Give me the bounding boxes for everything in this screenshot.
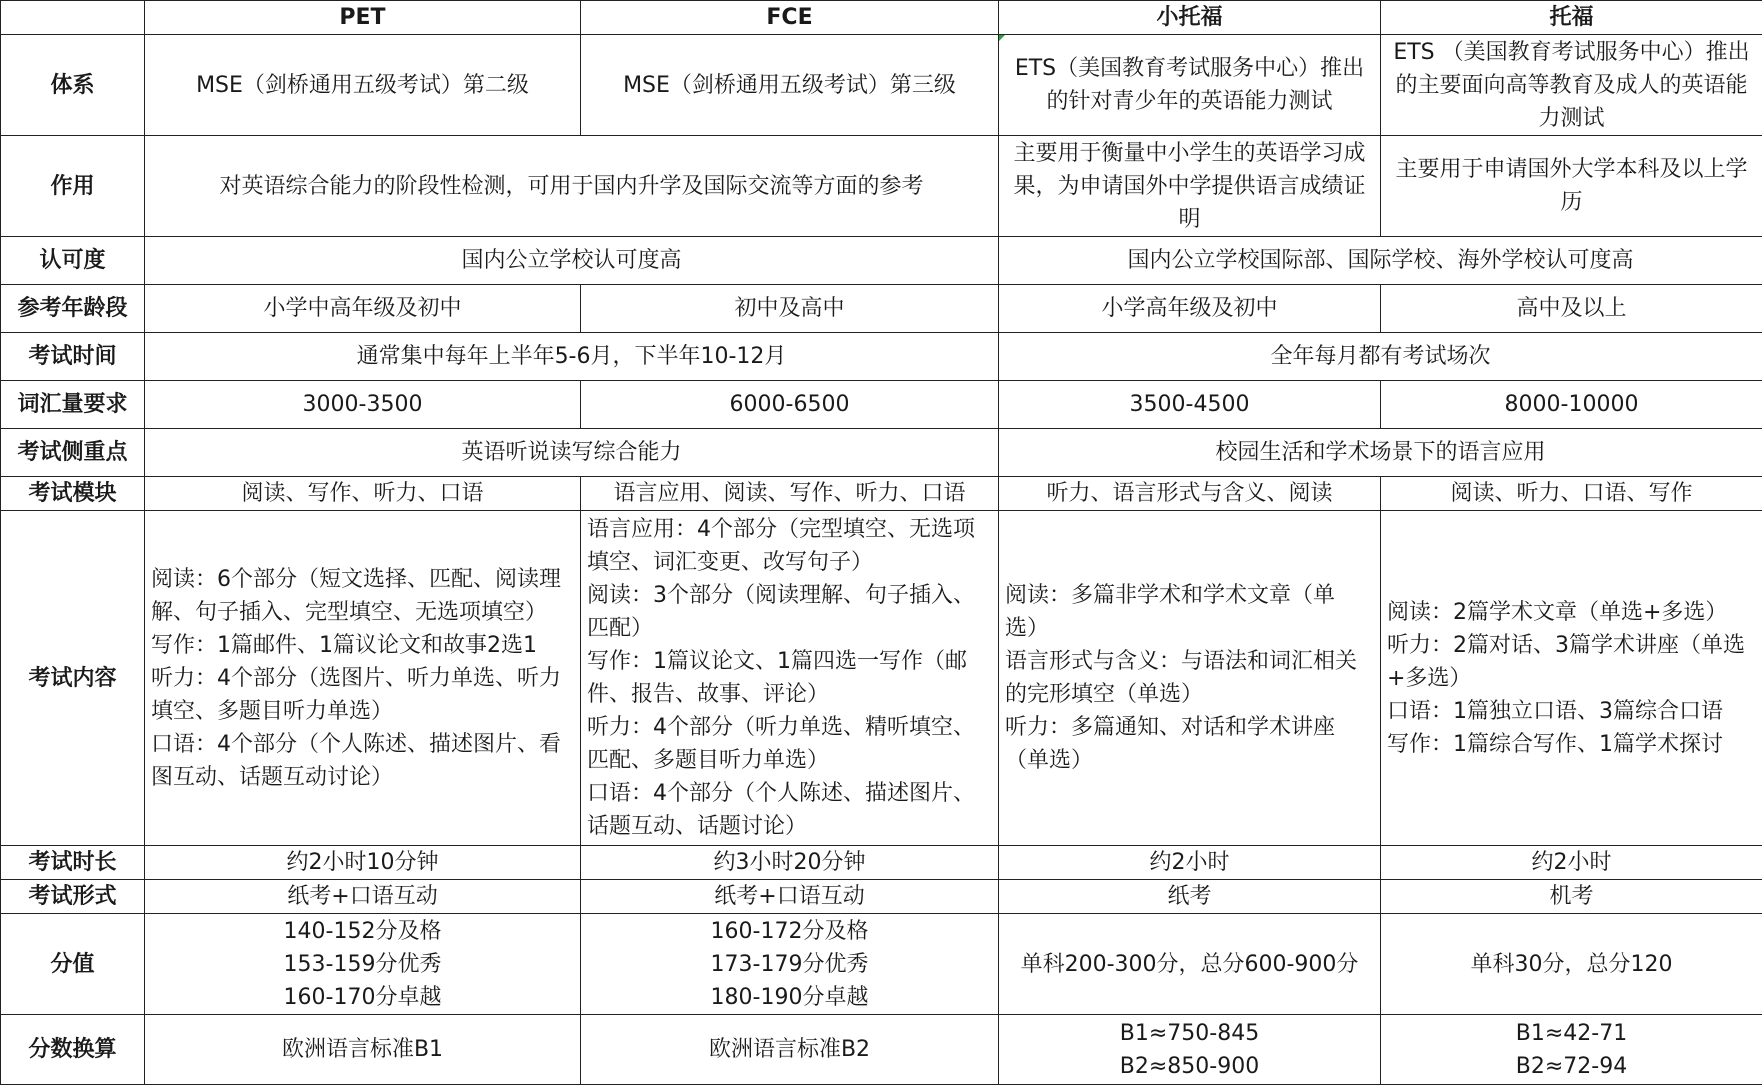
header-toefl: 托福: [1381, 1, 1762, 35]
recognition-pet-fce: 国内公立学校认可度高: [145, 237, 999, 285]
row-conversion: [1, 1015, 1762, 1085]
focus-pet-fce: 英语听说读写综合能力: [145, 429, 999, 477]
format-fce: 纸考+口语互动: [581, 880, 999, 914]
row-label-age: 参考年龄段: [1, 285, 145, 333]
content-fce: 语言应用：4个部分（完型填空、无选项填空、词汇变更、改写句子） 阅读：3个部分（阅读理解、句子插入、匹配） 写作：1篇议论文、1篇四选一写作（邮件、报告、故事、评论） 听力：4个部分（听力单选、精听填空、匹配、多题目听力单选） 口语：4个部分（个人陈述、描述图片、话题互动、话题讨论）: [581, 511, 999, 846]
row-label-purpose: 作用: [1, 136, 145, 237]
header-row: [1, 1, 1762, 35]
content-toefl: 阅读：2篇学术文章（单选+多选） 听力：2篇对话、3篇学术讲座（单选+多选） 口语：1篇独立口语、3篇综合口语 写作：1篇综合写作、1篇学术探讨: [1381, 511, 1762, 846]
duration-pet: 约2小时10分钟: [145, 846, 581, 880]
row-label-duration: 考试时长: [1, 846, 145, 880]
conversion-toefl-junior: B1≈750-845 B2≈850-900: [999, 1015, 1381, 1085]
row-modules: [1, 477, 1762, 511]
focus-toefl-group: 校园生活和学术场景下的语言应用: [999, 429, 1762, 477]
score-toefl-junior: 单科200-300分，总分600-900分: [999, 914, 1381, 1015]
conversion-fce: 欧洲语言标准B2: [581, 1015, 999, 1085]
age-pet: 小学中高年级及初中: [145, 285, 581, 333]
header-fce: FCE: [581, 1, 999, 35]
content-pet: 阅读：6个部分（短文选择、匹配、阅读理解、句子插入、完型填空、无选项填空） 写作：1篇邮件、1篇议论文和故事2选1 听力：4个部分（选图片、听力单选、听力填空、多题目听力单选） 口语：4个部分（个人陈述、描述图片、看图互动、话题互动讨论）: [145, 511, 581, 846]
purpose-pet-fce: 对英语综合能力的阶段性检测，可用于国内升学及国际交流等方面的参考: [145, 136, 999, 237]
vocab-fce: 6000-6500: [581, 381, 999, 429]
modules-toefl-junior: 听力、语言形式与含义、阅读: [999, 477, 1381, 511]
row-exam-time: [1, 333, 1762, 381]
row-duration: [1, 846, 1762, 880]
exam-time-pet-fce: 通常集中每年上半年5-6月，下半年10-12月: [145, 333, 999, 381]
score-pet: 140-152分及格 153-159分优秀 160-170分卓越: [145, 914, 581, 1015]
row-label-system: 体系: [1, 35, 145, 136]
system-toefl: ETS （美国教育考试服务中心）推出的主要面向高等教育及成人的英语能力测试: [1381, 35, 1762, 136]
row-recognition: [1, 237, 1762, 285]
duration-fce: 约3小时20分钟: [581, 846, 999, 880]
system-pet: MSE（剑桥通用五级考试）第二级: [145, 35, 581, 136]
vocab-toefl: 8000-10000: [1381, 381, 1762, 429]
format-toefl-junior: 纸考: [999, 880, 1381, 914]
row-age: [1, 285, 1762, 333]
duration-toefl: 约2小时: [1381, 846, 1762, 880]
format-toefl: 机考: [1381, 880, 1762, 914]
modules-toefl: 阅读、听力、口语、写作: [1381, 477, 1762, 511]
recognition-toefl-group: 国内公立学校国际部、国际学校、海外学校认可度高: [999, 237, 1762, 285]
exam-time-toefl-group: 全年每月都有考试场次: [999, 333, 1762, 381]
content-toefl-junior: 阅读：多篇非学术和学术文章（单选） 语言形式与含义：与语法和词汇相关的完形填空（单选） 听力：多篇通知、对话和学术讲座（单选）: [999, 511, 1381, 846]
header-corner-cell: [1, 1, 145, 35]
format-pet: 纸考+口语互动: [145, 880, 581, 914]
row-label-conversion: 分数换算: [1, 1015, 145, 1085]
score-toefl: 单科30分，总分120: [1381, 914, 1762, 1015]
purpose-toefl: 主要用于申请国外大学本科及以上学历: [1381, 136, 1762, 237]
system-fce: MSE（剑桥通用五级考试）第三级: [581, 35, 999, 136]
vocab-pet: 3000-3500: [145, 381, 581, 429]
purpose-toefl-junior: 主要用于衡量中小学生的英语学习成果，为申请国外中学提供语言成绩证明: [999, 136, 1381, 237]
age-toefl: 高中及以上: [1381, 285, 1762, 333]
row-label-focus: 考试侧重点: [1, 429, 145, 477]
row-focus: [1, 429, 1762, 477]
duration-toefl-junior: 约2小时: [999, 846, 1381, 880]
row-label-vocab: 词汇量要求: [1, 381, 145, 429]
row-system: [1, 35, 1762, 136]
row-label-format: 考试形式: [1, 880, 145, 914]
row-vocab: [1, 381, 1762, 429]
header-toefl-junior: 小托福: [999, 1, 1381, 35]
row-format: [1, 880, 1762, 914]
row-label-content: 考试内容: [1, 511, 145, 846]
score-fce: 160-172分及格 173-179分优秀 180-190分卓越: [581, 914, 999, 1015]
row-label-exam-time: 考试时间: [1, 333, 145, 381]
row-label-score: 分值: [1, 914, 145, 1015]
age-fce: 初中及高中: [581, 285, 999, 333]
modules-pet: 阅读、写作、听力、口语: [145, 477, 581, 511]
vocab-toefl-junior: 3500-4500: [999, 381, 1381, 429]
system-toefl-junior: ETS（美国教育考试服务中心）推出的针对青少年的英语能力测试: [999, 35, 1381, 136]
age-toefl-junior: 小学高年级及初中: [999, 285, 1381, 333]
conversion-pet: 欧洲语言标准B1: [145, 1015, 581, 1085]
header-pet: PET: [145, 1, 581, 35]
row-content: [1, 511, 1762, 846]
row-label-modules: 考试模块: [1, 477, 145, 511]
row-score: [1, 914, 1762, 1015]
modules-fce: 语言应用、阅读、写作、听力、口语: [581, 477, 999, 511]
row-label-recognition: 认可度: [1, 237, 145, 285]
conversion-toefl: B1≈42-71 B2≈72-94: [1381, 1015, 1762, 1085]
row-purpose: [1, 136, 1762, 237]
